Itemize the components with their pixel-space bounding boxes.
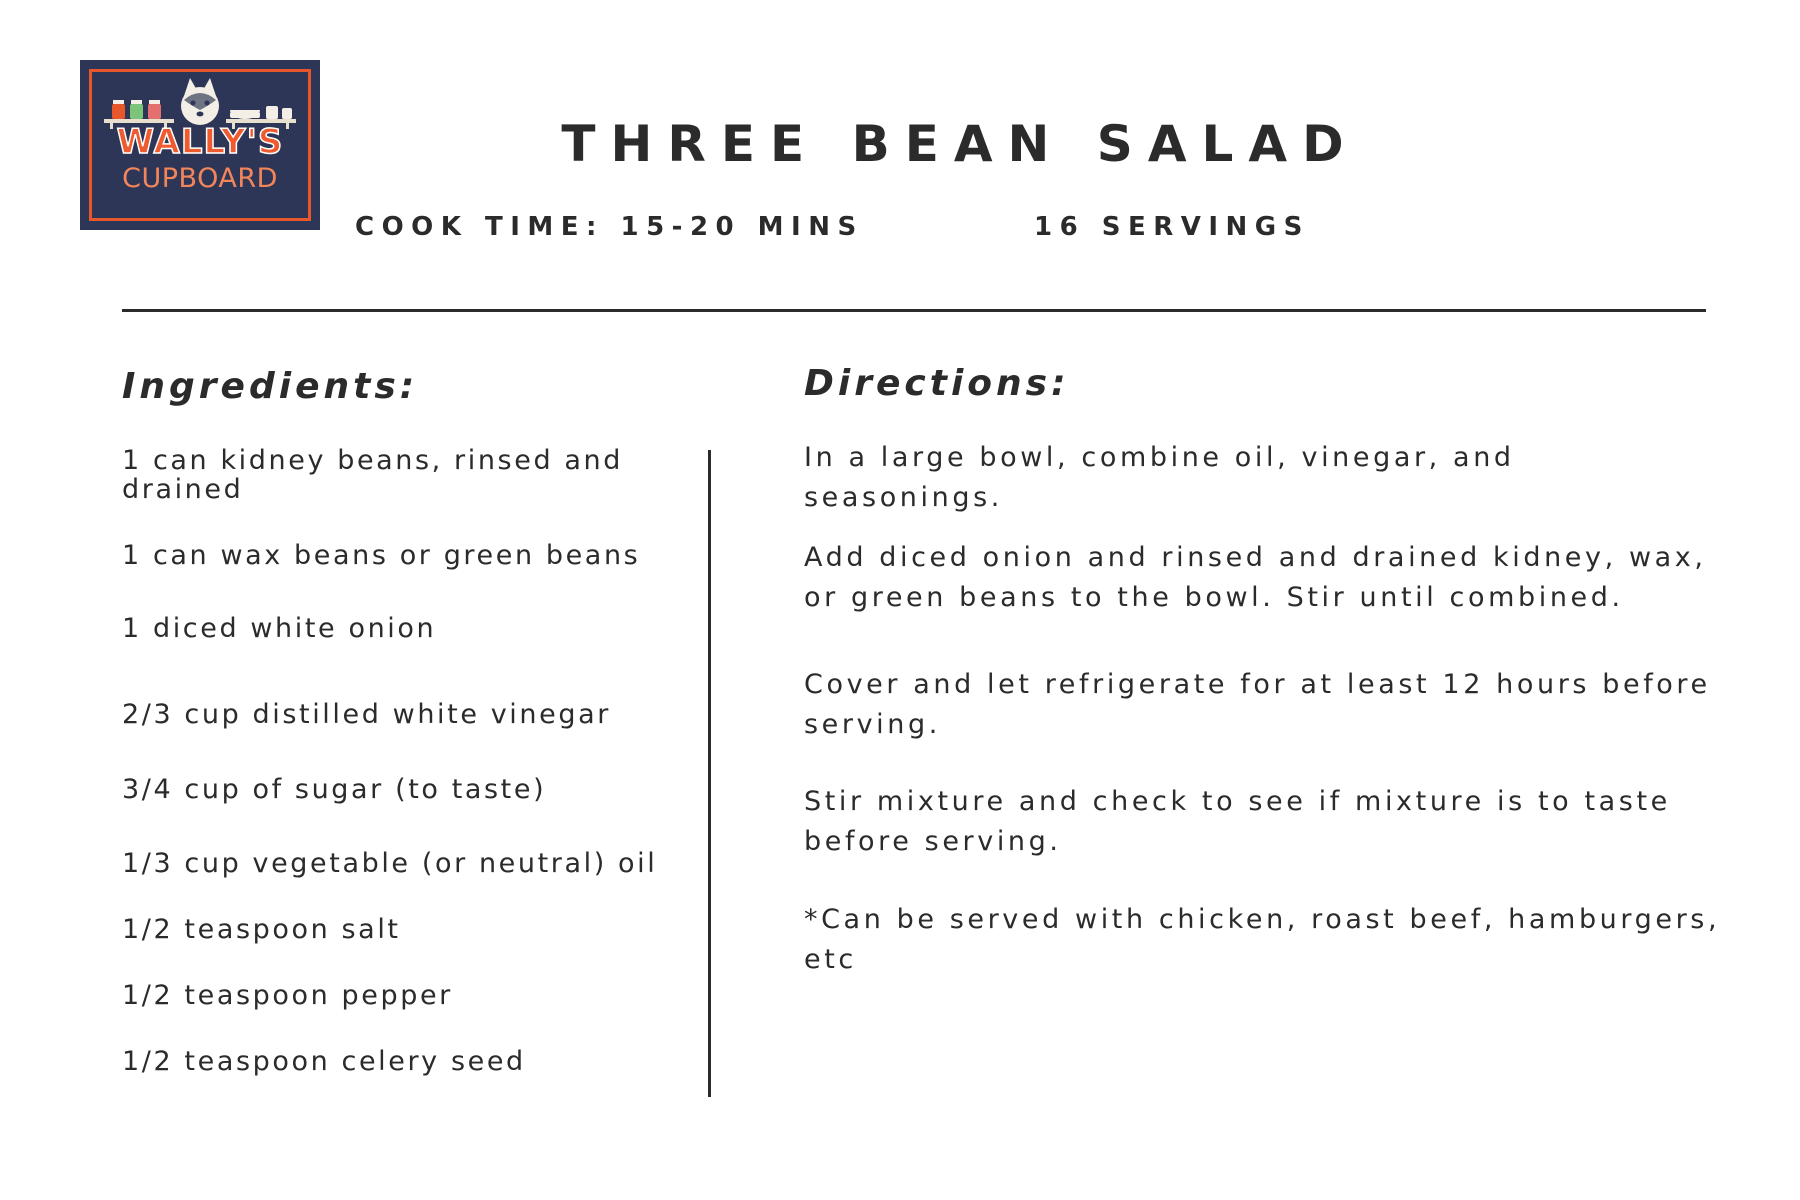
ingredient-item: 1/2 teaspoon celery seed [122, 1046, 526, 1077]
ingredient-item: 2/3 cup distilled white vinegar [122, 699, 611, 730]
header-divider [122, 309, 1706, 312]
direction-step: Stir mixture and check to see if mixture is to taste before serving. [804, 786, 1671, 857]
ingredient-item: 3/4 cup of sugar (to taste) [122, 774, 547, 805]
column-divider [708, 450, 711, 1097]
ingredient-item: 1 can kidney beans, rinsed and drained [122, 445, 623, 505]
cook-time: COOK TIME: 15-20 MINS [355, 212, 864, 242]
ingredient-item: 1 can wax beans or green beans [122, 540, 641, 571]
ingredient-item: 1 diced white onion [122, 613, 437, 644]
ingredient-item: 1/2 teaspoon salt [122, 914, 401, 945]
logo-subtitle-line: CUPBOARD [122, 163, 278, 194]
direction-step: Add diced onion and rinsed and drained kidney, wax, or green beans to the bowl. Stir until combined. [804, 542, 1707, 613]
direction-step: *Can be served with chicken, roast beef, hamburgers, etc [804, 904, 1721, 975]
logo-title-line: WALLY'S [116, 122, 284, 162]
directions-heading: Directions: [804, 363, 1070, 404]
wallys-cupboard-logo [80, 60, 320, 230]
ingredient-item: 1/2 teaspoon pepper [122, 980, 453, 1011]
direction-step: In a large bowl, combine oil, vinegar, and seasonings. [804, 442, 1515, 513]
direction-step: Cover and let refrigerate for at least 12 hours before serving. [804, 669, 1711, 740]
ingredients-heading: Ingredients: [122, 366, 419, 407]
servings: 16 SERVINGS [1034, 212, 1310, 242]
ingredient-item: 1/3 cup vegetable (or neutral) oil [122, 848, 658, 879]
recipe-title: THREE BEAN SALAD [561, 115, 1359, 173]
